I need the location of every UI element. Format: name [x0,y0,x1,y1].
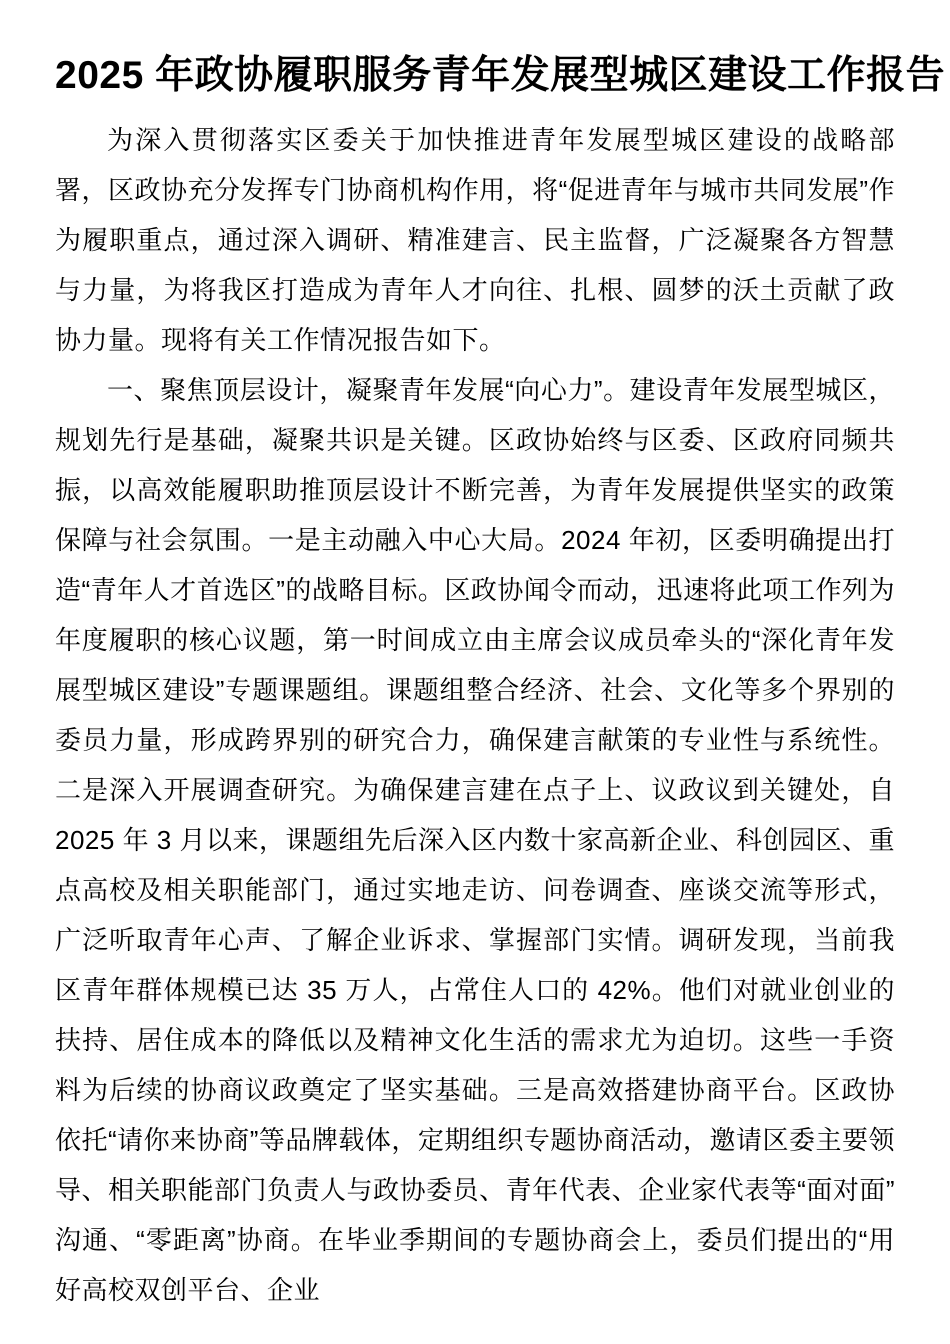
document-title: 2025 年政协履职服务青年发展型城区建设工作报告 [55,54,946,97]
paragraph-intro: 为深入贯彻落实区委关于加快推进青年发展型城区建设的战略部署，区政协充分发挥专门协商机构作用，将“促进青年与城市共同发展”作为履职重点，通过深入调研、精准建言、民主监督，广泛凝聚各方智慧与力量，为将我区打造成为青年人才向往、扎根、圆梦的沃土贡献了政协力量。现将有关工作情况报告如下。 [55,124,895,355]
paragraph-section-1: 一、聚焦顶层设计，凝聚青年发展“向心力”。建设青年发展型城区，规划先行是基础，凝聚共识是关键。区政协始终与区委、区政府同频共振，以高效能履职助推顶层设计不断完善，为青年发展提供坚实的政策保障与社会氛围。一是主动融入中心大局。2024 年初，区委明确提出打造“青年人才首选区”的战略目标。区政协闻令而动，迅速将此项工作列为年度履职的核心议题，第一时间成立由主席会议成员牵头的“深化青年发展型城区建设”专题课题组。课题组整合经济、社会、文化等多个界别的委员力量，形成跨界别的研究合力，确保建言献策的专业性与系统性。二是深入开展调查研究。为确保建言建在点子上、议政议到关键处，自 2025 年 3 月以来，课题组先后深入区内数十家高新企业、科创园区、重点高校及相关职能部门，通过实地走访、问卷调查、座谈交流等形式，广泛听取青年心声、了解企业诉求、掌握部门实情。调研发现，当前我区青年群体规模已达 35 万人，占常住人口的 42%。他们对就业创业的扶持、居住成本的降低以及精神文化生活的需求尤为迫切。这些一手资料为后续的协商议政奠定了坚实基础。三是高效搭建协商平台。区政协依托“请你来协商”等品牌载体，定期组织专题协商活动，邀请区委主要领导、相关职能部门负责人与政协委员、青年代表、企业家代表等“面对面”沟通、“零距离”协商。在毕业季期间的专题协商会上，委员们提出的“用好高校双创平台、企业 [55,374,895,1305]
